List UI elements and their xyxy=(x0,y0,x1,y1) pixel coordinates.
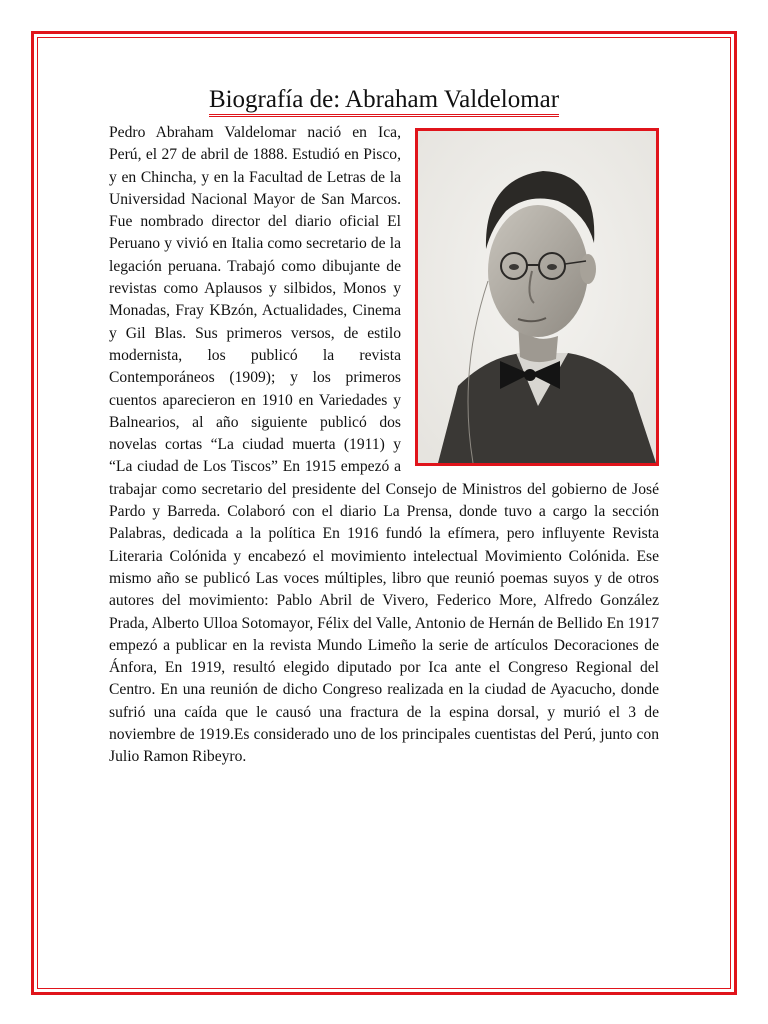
portrait-illustration xyxy=(418,131,656,463)
document-title xyxy=(0,86,768,114)
document-title-text: Biografía de: Abraham Valdelomar xyxy=(209,86,559,117)
biography-text: Pedro Abraham Valdelomar nació en Ica, Perú, el 27 de abril de 1888. Estudió en Pisco, y en Chincha, y en la Facultad de Letras de la Universidad Nacional Mayor de San Marcos. Fue nombrado director del diario oficial El Peruano y vivió en Italia como secretario de la legación peruana. Trabajó como dibujante de revistas como Aplausos y silbidos, Monos y Monadas, Fray KBzón, Actualidades, Cinema y Gil Blas. Sus primeros versos, de estilo modernista, los publicó la revista Contemporáneos (1909); y los primeros cuentos aparecieron en 1910 en Variedades y Balnearios, al año siguiente publicó dos novelas cortas “La ciudad muerta (1911) y “La ciudad de Los Tiscos” En 1915 empezó a trabajar como secretario del presidente del Consejo de Ministros del gobierno de José Pardo y Barreda. Colaboró con el diario La Prensa, donde tuvo a cargo la sección Palabras, dedicada a la política En 1916 fundó la efímera, pero influyente Revista Literaria Colónida y encabezó el movimiento intelectual Movimiento Colónida. Ese mismo año se publicó Las voces múltiples, libro que reunió poemas suyos y de otros autores del movimiento: Pablo Abril de Vivero, Federico More, Alfredo González Prada, Alberto Ulloa Sotomayor, Félix del Valle, Antonio de Hernán de Bellido En 1917 empezó a publicar en la revista Mundo Limeño la serie de artículos Decoraciones de Ánfora, En 1919, resultó elegido diputado por Ica ante el Congreso Regional del Centro. En una reunión de dicho Congreso realizada en la ciudad de Ayacucho, donde sufrió una caída que le causó una fractura de la espina dorsal, y murió el 3 de noviembre de 1919.Es considerado uno de los principales cuentistas del Perú, junto con Julio Ramon Ribeyro. xyxy=(109,124,659,766)
biography-content xyxy=(109,122,659,769)
portrait-photo xyxy=(415,128,659,466)
